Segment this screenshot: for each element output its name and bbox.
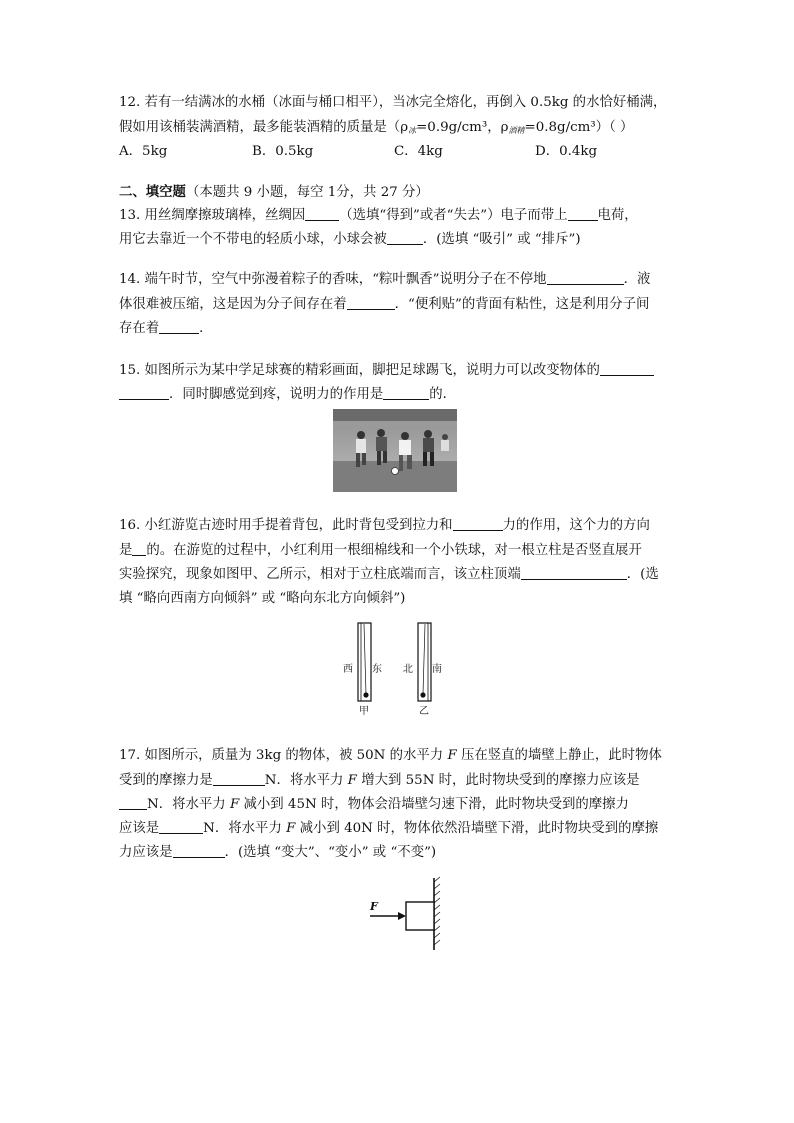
q16-line1: 16. 小红游览古迹时用手提着背包，此时背包受到拉力和 力的作用，这个力的方向 [119,518,650,533]
q14-line3: 存在着 ． [119,321,213,336]
q12-options [119,143,679,161]
q12-line2: 假如用该桶装满酒精，最多能装酒精的质量是（$\rho_冰=0.9g$/cm³，$\rho_{酒精}=0.8g/cm^3$）（ ） [119,120,634,135]
column-figure [340,620,460,716]
wall-block-figure [366,876,446,952]
q16-line3: 实验探究，现象如图甲、乙所示，相对于立柱底端而言，该立柱顶端 ．(选 [119,567,659,582]
q14-line2: 体很难被压缩，这是因为分子间存在着 ．“便利贴”的背面有粘性，这是利用分子间 [119,297,650,312]
q17-line1: 17. 如图所示，质量为 3kg 的物体，被 50N 的水平力 F 压在竖直的墙壁上静止，此时物体 [119,748,662,763]
force-label: F [370,900,378,913]
football-photo [333,409,457,492]
q17-line4: 应该是 N．将水平力 F 减小到 40N 时，物体依然沿墙壁下滑，此时物块受到的摩擦 [119,821,659,836]
q17-line2: 受到的摩擦力是 N．将水平力 F 增大到 55N 时，此时物块受到的摩擦力应该是 [119,773,640,788]
q12-option-a: A．5kg [119,144,168,159]
q12-option-c: C．4kg [394,144,443,159]
label-east: 东 [372,664,382,675]
q12-option-b: B．0.5kg [252,144,314,159]
q12-option-d: D．0.4kg [535,144,598,159]
caption-yi: 乙 [419,706,429,717]
q13-line2: 用它去靠近一个不带电的轻质小球，小球会被 ．(选填 “吸引” 或 “排斥”) [119,232,581,247]
q15-line2: ．同时脚感觉到疼，说明力的作用是 的． [119,386,456,404]
label-north: 北 [403,664,413,675]
caption-jia: 甲 [359,706,369,717]
q17-line3: N．将水平力 F 减小到 45N 时，物体会沿墙壁匀速下滑，此时物块受到的摩擦力 [119,796,629,814]
label-west: 西 [343,664,353,675]
q17-line5: 力应该是 ．(选填 “变大”、“变小” 或 “不变”) [119,845,437,860]
q16-line2: 是 的。在游览的过程中，小红利用一根细棉线和一个小铁球，对一根立柱是否竖直展开 [119,543,642,558]
section-title: 二、填空题（本题共 9 小题，每空 1分，共 27 分） [119,184,429,200]
q15-line1: 15. 如图所示为某中学足球赛的精彩画面，脚把足球踢飞，说明力可以改变物体的 [119,362,654,380]
q14-line1: 14. 端午时节，空气中弥漫着粽子的香味，“粽叶飘香”说明分子在不停地 ．液 [119,272,651,287]
q13-line1: 13. 用丝绸摩擦玻璃棒，丝绸因 （选填“得到”或者“失去”）电子而带上 电荷， [119,208,638,223]
q16-line4: 填 “略向西南方向倾斜” 或 “略向东北方向倾斜”) [119,591,406,606]
q12-line1: 12. 若有一结满冰的水桶（冰面与桶口相平），当冰完全熔化，再倒入 0.5kg 的水恰好桶满， [119,95,667,110]
label-south: 南 [432,664,442,675]
